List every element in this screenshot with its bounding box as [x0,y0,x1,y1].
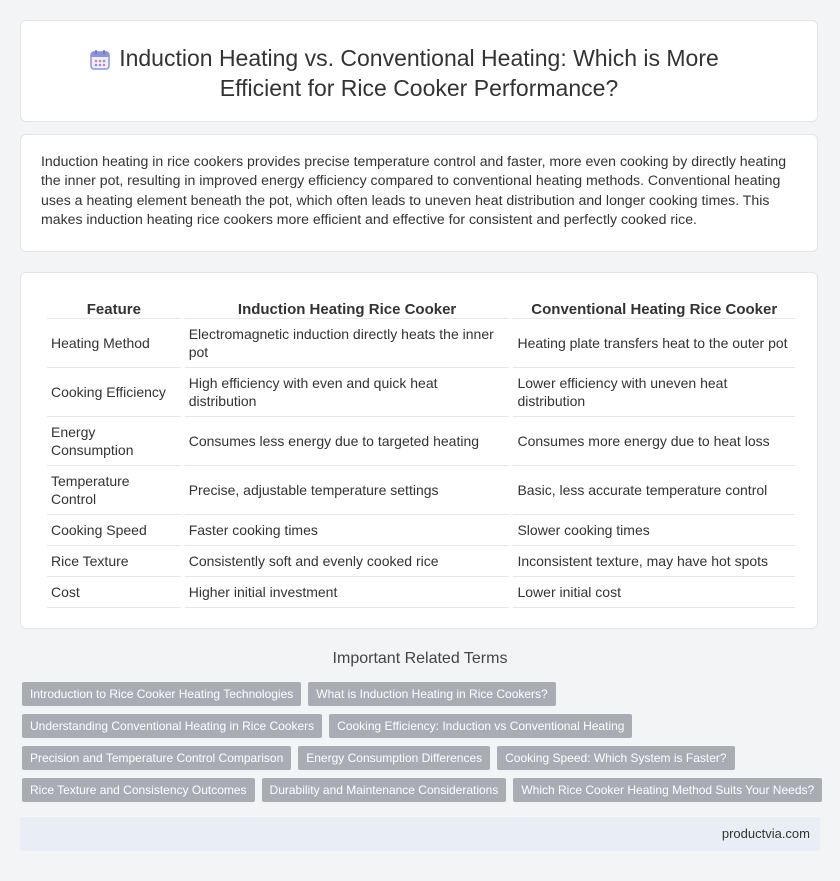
feature-cell: Rice Texture [47,545,181,576]
related-tag[interactable]: Introduction to Rice Cooker Heating Technologies [22,682,301,706]
footer [20,817,820,851]
related-terms-title: Important Related Terms [332,650,508,667]
table-row [47,465,795,514]
tag-row [22,682,556,706]
table-row [47,318,795,367]
feature-cell: Cooking Speed [47,514,181,545]
related-tag[interactable]: Precision and Temperature Control Comparison [22,746,291,770]
conventional-cell: Heating plate transfers heat to the outer pot [513,318,795,367]
induction-cell: Consistently soft and evenly cooked rice [185,545,510,576]
table-row [47,576,795,608]
table-row [47,514,795,545]
table-row [47,367,795,416]
feature-cell: Energy Consumption [47,416,181,465]
conventional-cell: Basic, less accurate temperature control [513,465,795,514]
induction-cell: Electromagnetic induction directly heats the inner pot [185,318,510,367]
conventional-cell: Consumes more energy due to heat loss [513,416,795,465]
induction-cell: Higher initial investment [185,576,510,608]
induction-cell: Precise, adjustable temperature settings [185,465,510,514]
conventional-cell: Slower cooking times [513,514,795,545]
feature-cell: Heating Method [47,318,181,367]
tag-row [22,714,632,738]
intro-paragraph: Induction heating in rice cookers provides precise temperature control and faster, more even cooking by directly heating the inner pot, resulting in improved energy efficiency compared to conventional heating methods. Conventional heating uses a heating element beneath the pot, which often leads to uneven heat distribution and longer cooking times. This makes induction heating rice cookers more efficient and effective for consistent and perfectly cooked rice. [41,153,787,227]
comparison-table-card [20,272,818,629]
feature-cell: Cost [47,576,181,608]
feature-cell: Cooking Efficiency [47,367,181,416]
tag-row [22,746,735,770]
related-tag[interactable]: Energy Consumption Differences [298,746,490,770]
induction-cell: Faster cooking times [185,514,510,545]
title-card [20,20,818,122]
column-header: Induction Heating Rice Cooker [237,301,457,318]
footer-site-link[interactable]: productvia.com [721,826,810,841]
intro-card [20,134,818,252]
related-tag[interactable]: Understanding Conventional Heating in Rice Cookers [22,714,322,738]
related-tag[interactable]: Which Rice Cooker Heating Method Suits Your Needs? [513,778,822,802]
related-tag[interactable]: Rice Texture and Consistency Outcomes [22,778,255,802]
table-row [47,545,795,576]
related-tag[interactable]: Durability and Maintenance Considerations [262,778,507,802]
related-tag[interactable]: What is Induction Heating in Rice Cookers? [308,682,555,706]
page-title: Induction Heating vs. Conventional Heating: Which is More Efficient for Rice Cooker Performance? [119,45,719,101]
tag-row [22,778,822,802]
induction-cell: Consumes less energy due to targeted heating [185,416,510,465]
related-tag[interactable]: Cooking Efficiency: Induction vs Conventional Heating [329,714,632,738]
conventional-cell: Inconsistent texture, may have hot spots [513,545,795,576]
conventional-cell: Lower initial cost [513,576,795,608]
conventional-cell: Lower efficiency with uneven heat distribution [513,367,795,416]
column-header: Conventional Heating Rice Cooker [531,301,778,318]
related-tag[interactable]: Cooking Speed: Which System is Faster? [497,746,734,770]
feature-cell: Temperature Control [47,465,181,514]
table-header-row [47,295,795,318]
comparison-table [43,295,799,608]
column-header: Feature [86,301,141,318]
table-row [47,416,795,465]
induction-cell: High efficiency with even and quick heat distribution [185,367,510,416]
